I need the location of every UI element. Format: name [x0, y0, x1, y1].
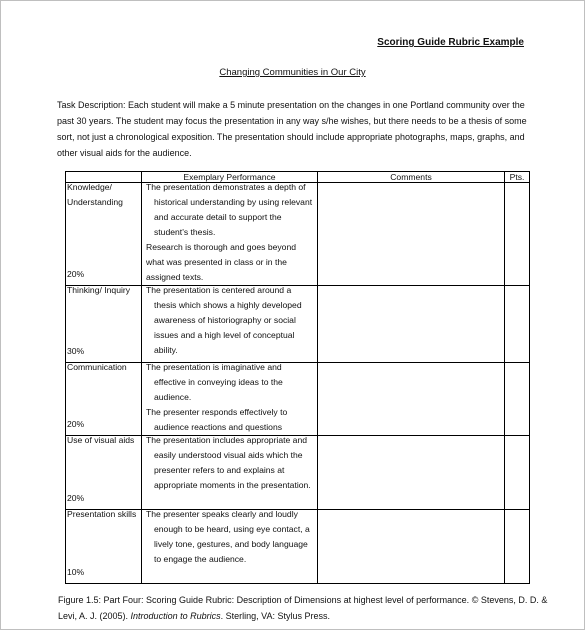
rubric-row-thinking [66, 286, 530, 363]
performance-cell [142, 436, 318, 510]
caption-book-title: Introduction to Rubrics [130, 611, 221, 621]
dimension-name: Thinking/ Inquiry [67, 285, 131, 295]
dimension-weight: 30% [67, 346, 85, 356]
points-cell [505, 183, 530, 286]
task-description: Task Description: Each student will make a 5 minute presentation on the changes in one Portland community over the past 30 years. The student may focus the presentation in any way s/he wishes, but there needs to be a thesis of some sort, not just a chronological exposition. The presentation should include appropriate photographs, maps, graphs, and other visual aids for the audience. [57, 100, 527, 158]
dimension-name: Use of visual aids [67, 435, 135, 445]
header-exemplary-performance: Exemplary Performance [142, 172, 318, 183]
performance-text: Research is thorough and goes beyond what was presented in class or in the assigned texts. [146, 242, 297, 282]
performance-text: The presentation demonstrates a depth of historical understanding by using relevant and accurate detail to support the student's thesis. [146, 182, 313, 237]
dimension-cell [66, 436, 142, 510]
performance-text: The presenter speaks clearly and loudly enough to be heard, using eye contact, a lively tone, gestures, and body language to engage the audience. [146, 509, 310, 564]
dimension-cell [66, 510, 142, 584]
document-subtitle: Changing Communities in Our City [219, 67, 366, 78]
points-cell [505, 286, 530, 363]
points-cell [505, 363, 530, 436]
dimension-name: Presentation skills [67, 509, 137, 519]
rubric-table [65, 171, 530, 584]
rubric-row-presentation-skills [66, 510, 530, 584]
header-points: Pts. [505, 172, 530, 183]
points-cell [505, 436, 530, 510]
dimension-name: Knowledge/ Understanding [67, 182, 123, 207]
dimension-weight: 20% [67, 493, 85, 503]
comments-cell [318, 363, 505, 436]
dimension-weight: 10% [67, 567, 85, 577]
performance-cell [142, 510, 318, 584]
caption-text: Figure 1.5: Part Four: Scoring Guide Rubric: Description of Dimensions at highest level of performance. © Stevens, D. D. & Levi, A. J. (2005). [58, 595, 548, 621]
caption-publisher: . Sterling, VA: Stylus Press. [220, 611, 330, 621]
performance-text: The presentation includes appropriate and easily understood visual aids which the presenter refers to and explains at appropriate moments in the presentation. [146, 435, 311, 490]
performance-text: The presentation is centered around a thesis which shows a highly developed awareness of historiography or social issues and a high level of conceptual ability. [146, 285, 302, 355]
points-cell [505, 510, 530, 584]
performance-cell [142, 363, 318, 436]
dimension-cell [66, 363, 142, 436]
rubric-row-communication [66, 363, 530, 436]
dimension-cell [66, 286, 142, 363]
performance-text: The presenter responds effectively to audience reactions and questions [146, 407, 288, 432]
header-comments: Comments [318, 172, 505, 183]
figure-caption [58, 592, 558, 624]
dimension-weight: 20% [67, 269, 85, 279]
dimension-name: Communication [67, 362, 127, 372]
comments-cell [318, 436, 505, 510]
performance-text: The presentation is imaginative and effective in conveying ideas to the audience. [146, 362, 283, 402]
dimension-weight: 20% [67, 419, 85, 429]
comments-cell [318, 286, 505, 363]
comments-cell [318, 183, 505, 286]
document-title: Scoring Guide Rubric Example [377, 37, 524, 48]
performance-cell [142, 183, 318, 286]
rubric-row-knowledge [66, 183, 530, 286]
comments-cell [318, 510, 505, 584]
dimension-cell [66, 183, 142, 286]
performance-cell [142, 286, 318, 363]
rubric-row-visual-aids [66, 436, 530, 510]
